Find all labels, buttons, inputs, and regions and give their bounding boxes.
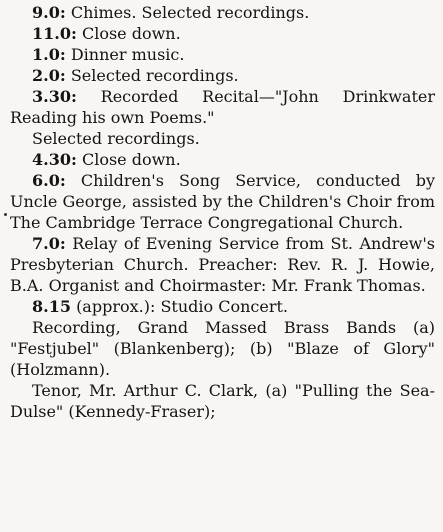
listing-item [10,149,435,170]
listing-text: Recorded Recital—"John Drinkwater Reading his own Poems." [10,87,435,127]
listing-text: Chimes. Selected recordings. [70,3,310,22]
listing-time: 8.15 [32,297,71,316]
listing-item [10,128,435,149]
listing-time: 2.0: [32,66,66,85]
listing-time: 6.0: [32,171,66,190]
listing-item [10,233,435,296]
listing-item [10,170,435,233]
listing-item [10,65,435,86]
listing-time: 3.30: [32,87,77,106]
listing-text: Tenor, Mr. Arthur C. Clark, (a) "Pulling the Sea-Dulse" (Kennedy-Fraser); [10,381,435,421]
listing-item [10,44,435,65]
listing-time: 1.0: [32,45,66,64]
listing-text: Dinner music. [70,45,185,64]
listing-item [10,380,435,422]
listing-time: 9.0: [32,3,66,22]
listing-text: Selected recordings. [70,66,239,85]
listing-text: Recording, Grand Massed Brass Bands (a) "Festjubel" (Blankenberg); (b) "Blaze of Glory" (Holzmann). [10,318,435,379]
listing-time: 4.30: [32,150,77,169]
listing-text: Relay of Evening Service from St. Andrew's Presbyterian Church. Preacher: Rev. R. J. Howie, B.A. Organist and Choirmaster: Mr. Frank Thomas. [10,234,435,295]
listing-text: Close down. [81,150,181,169]
listing-item [10,2,435,23]
listing-item [10,86,435,128]
listing-time: 11.0: [32,24,77,43]
listing-text: Close down. [81,24,181,43]
listing-text: (approx.): Studio Concert. [76,297,288,316]
listing-item [10,296,435,317]
listing-time: 7.0: [32,234,66,253]
listing-text: Children's Song Service, conducted by Uncle George, assisted by the Children's Choir from The Cambridge Terrace Congregational Church. [10,171,435,232]
listing-item [10,23,435,44]
listing-text: Selected recordings. [32,129,200,148]
print-speck [4,213,7,216]
listing-item [10,317,435,380]
